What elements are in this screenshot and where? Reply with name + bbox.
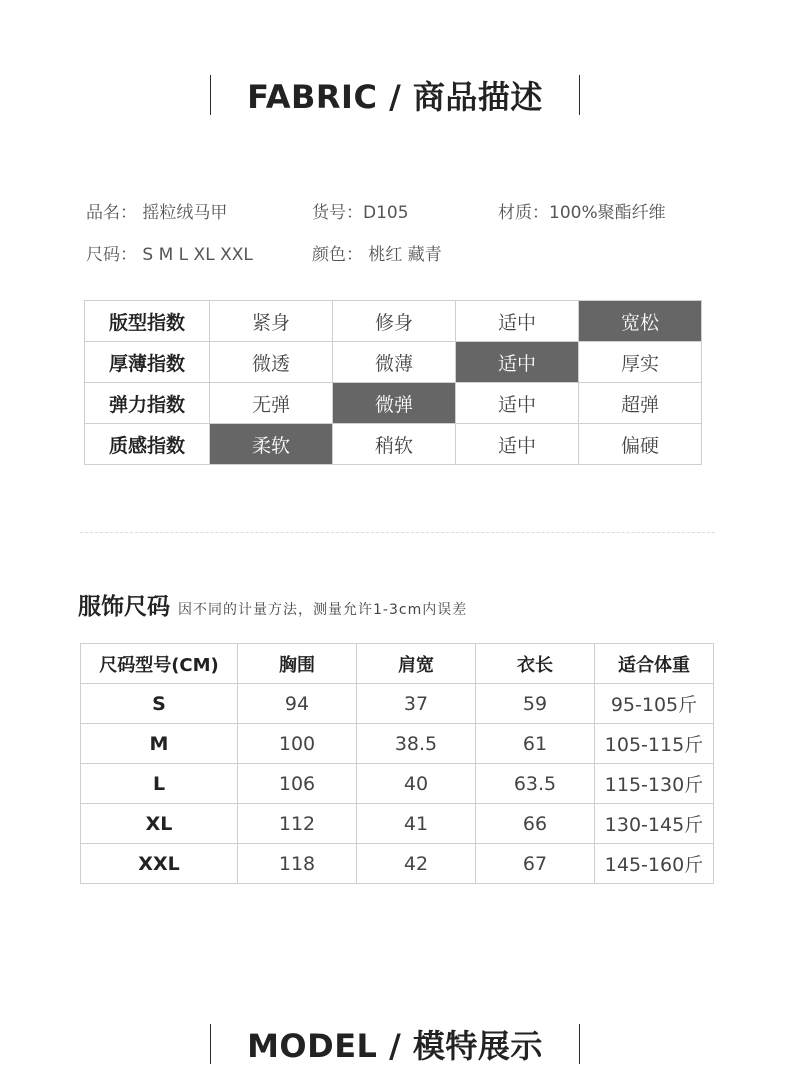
fit-option: 无弹 bbox=[210, 383, 333, 424]
size-table-header-cell: 肩宽 bbox=[357, 644, 476, 684]
measurement-note: 因不同的计量方法，测量允许1-3cm内误差 bbox=[178, 602, 468, 618]
model-title-text: MODEL / 模特展示 bbox=[247, 1027, 543, 1065]
size-table-row bbox=[81, 764, 714, 804]
fabric-section-title bbox=[210, 75, 580, 115]
fit-index-table bbox=[84, 300, 702, 465]
size-value-cell: 100 bbox=[238, 724, 357, 764]
size-value-cell: 118 bbox=[238, 844, 357, 884]
title-divider-left bbox=[210, 75, 211, 115]
fit-option: 适中 bbox=[456, 424, 579, 465]
fit-row-label: 厚薄指数 bbox=[85, 342, 210, 383]
fit-row-label: 弹力指数 bbox=[85, 383, 210, 424]
size-value-cell: 38.5 bbox=[357, 724, 476, 764]
fit-row bbox=[85, 424, 702, 465]
size-section-title: 服饰尺码 bbox=[78, 594, 170, 620]
fit-row bbox=[85, 342, 702, 383]
size-table-row bbox=[81, 804, 714, 844]
title-divider-left bbox=[210, 1024, 211, 1064]
color-list: 颜色： 桃红 藏青 bbox=[312, 245, 442, 265]
fit-row-label: 质感指数 bbox=[85, 424, 210, 465]
fit-row-label: 版型指数 bbox=[85, 301, 210, 342]
fit-option: 适中 bbox=[456, 301, 579, 342]
size-value-cell: 37 bbox=[357, 684, 476, 724]
material: 材质：100%聚酯纤维 bbox=[498, 203, 666, 223]
size-table-header-cell: 衣长 bbox=[476, 644, 595, 684]
size-label-cell: S bbox=[81, 684, 238, 724]
product-name: 品名： 摇粒绒马甲 bbox=[86, 203, 228, 223]
fit-option: 紧身 bbox=[210, 301, 333, 342]
fit-option-selected: 适中 bbox=[456, 342, 579, 383]
fit-option: 超弹 bbox=[579, 383, 702, 424]
fit-option: 适中 bbox=[456, 383, 579, 424]
size-chart-table bbox=[80, 643, 714, 884]
size-value-cell: 95-105斤 bbox=[595, 684, 714, 724]
size-label-cell: XL bbox=[81, 804, 238, 844]
fit-option: 微透 bbox=[210, 342, 333, 383]
title-divider-right bbox=[579, 1024, 580, 1064]
fit-option-selected: 微弹 bbox=[333, 383, 456, 424]
size-table-row bbox=[81, 724, 714, 764]
fabric-title-text: FABRIC / 商品描述 bbox=[247, 78, 543, 116]
fit-row bbox=[85, 301, 702, 342]
size-table-row bbox=[81, 844, 714, 884]
fit-option: 厚实 bbox=[579, 342, 702, 383]
fit-option: 修身 bbox=[333, 301, 456, 342]
fit-option-selected: 柔软 bbox=[210, 424, 333, 465]
size-table-row bbox=[81, 684, 714, 724]
size-value-cell: 67 bbox=[476, 844, 595, 884]
size-value-cell: 112 bbox=[238, 804, 357, 844]
model-section-title bbox=[210, 1024, 580, 1064]
fit-option: 偏硬 bbox=[579, 424, 702, 465]
size-table-header-cell: 胸围 bbox=[238, 644, 357, 684]
size-list: 尺码： S M L XL XXL bbox=[86, 245, 253, 265]
fit-option: 微薄 bbox=[333, 342, 456, 383]
fit-option: 稍软 bbox=[333, 424, 456, 465]
size-value-cell: 130-145斤 bbox=[595, 804, 714, 844]
size-table-header-row bbox=[81, 644, 714, 684]
size-table-header-cell: 适合体重 bbox=[595, 644, 714, 684]
size-section-heading bbox=[78, 588, 467, 621]
size-value-cell: 61 bbox=[476, 724, 595, 764]
size-value-cell: 40 bbox=[357, 764, 476, 804]
size-value-cell: 106 bbox=[238, 764, 357, 804]
size-value-cell: 41 bbox=[357, 804, 476, 844]
size-value-cell: 105-115斤 bbox=[595, 724, 714, 764]
dashed-divider bbox=[80, 532, 715, 533]
fit-option-selected: 宽松 bbox=[579, 301, 702, 342]
title-divider-right bbox=[579, 75, 580, 115]
size-label-cell: L bbox=[81, 764, 238, 804]
size-value-cell: 145-160斤 bbox=[595, 844, 714, 884]
size-value-cell: 66 bbox=[476, 804, 595, 844]
size-label-cell: XXL bbox=[81, 844, 238, 884]
item-number: 货号：D105 bbox=[312, 203, 409, 223]
size-value-cell: 59 bbox=[476, 684, 595, 724]
fit-row bbox=[85, 383, 702, 424]
size-value-cell: 94 bbox=[238, 684, 357, 724]
size-value-cell: 115-130斤 bbox=[595, 764, 714, 804]
size-value-cell: 42 bbox=[357, 844, 476, 884]
size-table-header-cell: 尺码型号(CM) bbox=[81, 644, 238, 684]
size-label-cell: M bbox=[81, 724, 238, 764]
size-value-cell: 63.5 bbox=[476, 764, 595, 804]
